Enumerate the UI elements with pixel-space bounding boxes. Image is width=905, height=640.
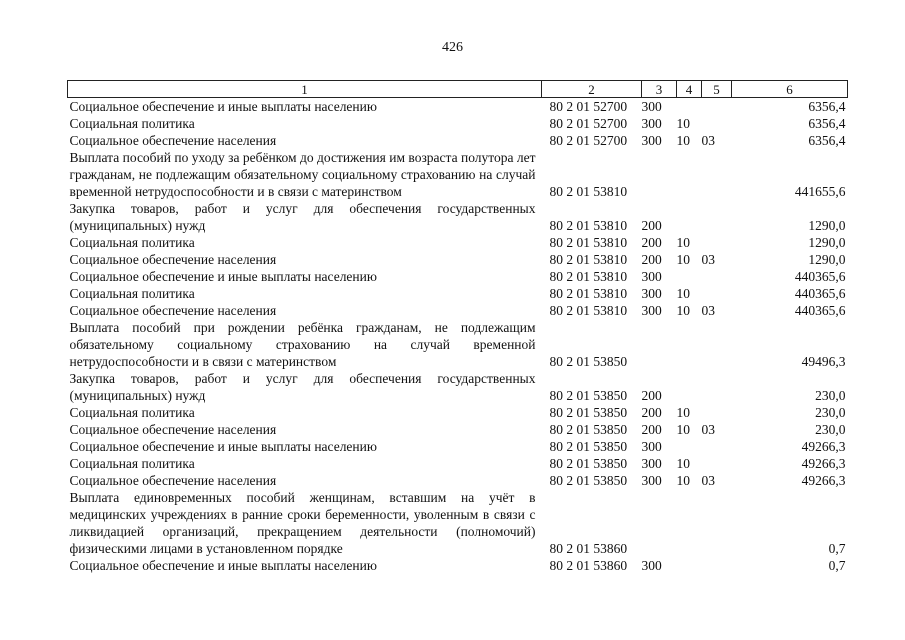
- row-col5-cell: [702, 319, 732, 370]
- table-row: [68, 285, 848, 302]
- row-amount-cell: 6356,4: [808, 99, 846, 114]
- row-col3-cell: 300: [641, 473, 662, 488]
- row-amount-cell: 230,0: [815, 388, 846, 403]
- row-col3-cell: 200: [641, 405, 662, 420]
- row-col4-cell: 10: [676, 133, 690, 148]
- row-code-cell: 80 2 01 53810: [549, 303, 628, 318]
- row-name-cell: Закупка товаров, работ и услуг для обеспечения государственных (муниципальных) нужд: [69, 371, 536, 403]
- row-name-cell: Социальное обеспечение населения: [69, 252, 277, 267]
- row-col5-cell: [702, 370, 732, 404]
- row-amount-cell: 440365,6: [794, 303, 846, 318]
- row-col4-cell: 10: [676, 286, 690, 301]
- row-name-cell: Социальное обеспечение населения: [69, 473, 277, 488]
- table-row: [68, 115, 848, 132]
- table-row: [68, 438, 848, 455]
- row-code-cell: 80 2 01 53850: [549, 405, 628, 420]
- row-col3-cell: [642, 489, 677, 557]
- table-row: [68, 489, 848, 557]
- table-row: [68, 268, 848, 285]
- header-col-2: 2: [542, 81, 642, 98]
- row-name-cell: Социальная политика: [69, 116, 195, 131]
- budget-table: [67, 80, 848, 574]
- row-col4-cell: 10: [676, 473, 690, 488]
- row-name-cell: Выплата пособий по уходу за ребёнком до достижения им возраста полутора лет гражданам, не подлежащим обязательному социальному страхованию на случай временной нетрудоспособности и в связи с материнством: [69, 150, 536, 199]
- row-col4-cell: [677, 489, 702, 557]
- row-code-cell: 80 2 01 53810: [549, 252, 628, 267]
- row-col3-cell: 300: [641, 269, 662, 284]
- header-col-4: 4: [677, 81, 702, 98]
- row-name-cell: Выплата единовременных пособий женщинам, вставшим на учёт в медицинских учреждениях в ранние сроки беременности, уволенным в связи с ликвидацией организаций, прекращением деятельности (полномочий) физическими лицами в установленном порядке: [69, 490, 536, 556]
- page-number: 426: [442, 40, 463, 55]
- row-col5-cell: [702, 234, 732, 251]
- row-amount-cell: 440365,6: [794, 286, 846, 301]
- row-col4-cell: 10: [676, 422, 690, 437]
- row-col3-cell: 300: [641, 116, 662, 131]
- row-col5-cell: [702, 489, 732, 557]
- row-code-cell: 80 2 01 53850: [549, 422, 628, 437]
- table-row: [68, 557, 848, 574]
- row-col4-cell: 10: [676, 116, 690, 131]
- table-row: [68, 234, 848, 251]
- row-amount-cell: 0,7: [828, 558, 846, 573]
- row-col4-cell: [677, 268, 702, 285]
- row-code-cell: 80 2 01 52700: [549, 116, 628, 131]
- table-row: [68, 421, 848, 438]
- row-code-cell: 80 2 01 53850: [549, 388, 628, 403]
- row-col3-cell: [642, 149, 677, 200]
- row-name-cell: Социальная политика: [69, 456, 195, 471]
- row-name-cell: Социальная политика: [69, 405, 195, 420]
- row-col3-cell: 300: [641, 558, 662, 573]
- header-col-5: 5: [702, 81, 732, 98]
- row-col5-cell: 03: [701, 473, 715, 488]
- row-code-cell: 80 2 01 53810: [549, 286, 628, 301]
- row-name-cell: Социальное обеспечение населения: [69, 303, 277, 318]
- row-amount-cell: 440365,6: [794, 269, 846, 284]
- row-col5-cell: [702, 115, 732, 132]
- row-col5-cell: [702, 557, 732, 574]
- row-col4-cell: 10: [676, 405, 690, 420]
- row-name-cell: Социальное обеспечение населения: [69, 133, 277, 148]
- row-col3-cell: 300: [641, 286, 662, 301]
- row-code-cell: 80 2 01 53810: [549, 184, 628, 199]
- row-col5-cell: [702, 149, 732, 200]
- row-code-cell: 80 2 01 53850: [549, 439, 628, 454]
- row-name-cell: Социальное обеспечение и иные выплаты населению: [69, 99, 377, 114]
- row-col5-cell: [702, 268, 732, 285]
- row-col3-cell: 300: [641, 99, 662, 114]
- row-col5-cell: 03: [701, 422, 715, 437]
- row-code-cell: 80 2 01 53860: [549, 541, 628, 556]
- row-amount-cell: 49266,3: [801, 456, 846, 471]
- table-body: [68, 98, 848, 575]
- row-amount-cell: 230,0: [815, 422, 846, 437]
- table-row: [68, 200, 848, 234]
- row-col5-cell: 03: [701, 252, 715, 267]
- row-col5-cell: [702, 404, 732, 421]
- row-code-cell: 80 2 01 52700: [549, 99, 628, 114]
- row-col3-cell: 200: [641, 422, 662, 437]
- row-name-cell: Закупка товаров, работ и услуг для обеспечения государственных (муниципальных) нужд: [69, 201, 536, 233]
- table-row: [68, 302, 848, 319]
- table-row: [68, 149, 848, 200]
- row-col5-cell: [702, 98, 732, 116]
- table-row: [68, 98, 848, 116]
- header-col-1: 1: [68, 81, 542, 98]
- row-col4-cell: [677, 557, 702, 574]
- row-amount-cell: 49266,3: [801, 439, 846, 454]
- header-col-3: 3: [642, 81, 677, 98]
- row-amount-cell: 49496,3: [801, 354, 846, 369]
- row-col5-cell: [702, 438, 732, 455]
- row-col5-cell: [702, 200, 732, 234]
- row-col4-cell: 10: [676, 456, 690, 471]
- row-col5-cell: [702, 455, 732, 472]
- row-amount-cell: 6356,4: [808, 133, 846, 148]
- row-col3-cell: 200: [641, 235, 662, 250]
- table-row: [68, 132, 848, 149]
- row-col3-cell: 200: [641, 388, 662, 403]
- row-col3-cell: 300: [641, 439, 662, 454]
- row-col4-cell: [677, 98, 702, 116]
- row-col4-cell: [677, 370, 702, 404]
- row-code-cell: 80 2 01 53810: [549, 235, 628, 250]
- table-row: [68, 319, 848, 370]
- row-amount-cell: 1290,0: [808, 218, 846, 233]
- row-col4-cell: [677, 438, 702, 455]
- row-amount-cell: 441655,6: [794, 184, 846, 199]
- row-code-cell: 80 2 01 53850: [549, 456, 628, 471]
- table-row: [68, 472, 848, 489]
- row-col4-cell: 10: [676, 303, 690, 318]
- table-row: [68, 455, 848, 472]
- table-row: [68, 370, 848, 404]
- row-name-cell: Социальная политика: [69, 235, 195, 250]
- row-col3-cell: 300: [641, 133, 662, 148]
- row-code-cell: 80 2 01 53850: [549, 473, 628, 488]
- row-col4-cell: [677, 149, 702, 200]
- row-col5-cell: 03: [701, 303, 715, 318]
- row-col4-cell: [677, 200, 702, 234]
- row-col5-cell: 03: [701, 133, 715, 148]
- row-col4-cell: [677, 319, 702, 370]
- row-col3-cell: 200: [641, 218, 662, 233]
- row-name-cell: Социальное обеспечение и иные выплаты населению: [69, 439, 377, 454]
- row-amount-cell: 1290,0: [808, 252, 846, 267]
- row-col3-cell: [642, 319, 677, 370]
- header-col-6: 6: [732, 81, 848, 98]
- row-col4-cell: 10: [676, 235, 690, 250]
- row-amount-cell: 6356,4: [808, 116, 846, 131]
- row-amount-cell: 49266,3: [801, 473, 846, 488]
- row-amount-cell: 0,7: [828, 541, 846, 556]
- row-col3-cell: 300: [641, 303, 662, 318]
- row-code-cell: 80 2 01 53850: [549, 354, 628, 369]
- header-row: [68, 81, 848, 98]
- row-amount-cell: 230,0: [815, 405, 846, 420]
- row-name-cell: Социальное обеспечение и иные выплаты населению: [69, 558, 377, 573]
- row-col3-cell: 200: [641, 252, 662, 267]
- row-col3-cell: 300: [641, 456, 662, 471]
- row-code-cell: 80 2 01 53860: [549, 558, 628, 573]
- row-name-cell: Социальная политика: [69, 286, 195, 301]
- row-col4-cell: 10: [676, 252, 690, 267]
- row-code-cell: 80 2 01 53810: [549, 269, 628, 284]
- table-row: [68, 404, 848, 421]
- row-code-cell: 80 2 01 52700: [549, 133, 628, 148]
- row-name-cell: Выплата пособий при рождении ребёнка гражданам, не подлежащим обязательному социальному страхованию на случай временной нетрудоспособности и в связи с материнством: [69, 320, 536, 369]
- row-amount-cell: 1290,0: [808, 235, 846, 250]
- row-name-cell: Социальное обеспечение населения: [69, 422, 277, 437]
- row-col5-cell: [702, 285, 732, 302]
- row-code-cell: 80 2 01 53810: [549, 218, 628, 233]
- row-name-cell: Социальное обеспечение и иные выплаты населению: [69, 269, 377, 284]
- table-row: [68, 251, 848, 268]
